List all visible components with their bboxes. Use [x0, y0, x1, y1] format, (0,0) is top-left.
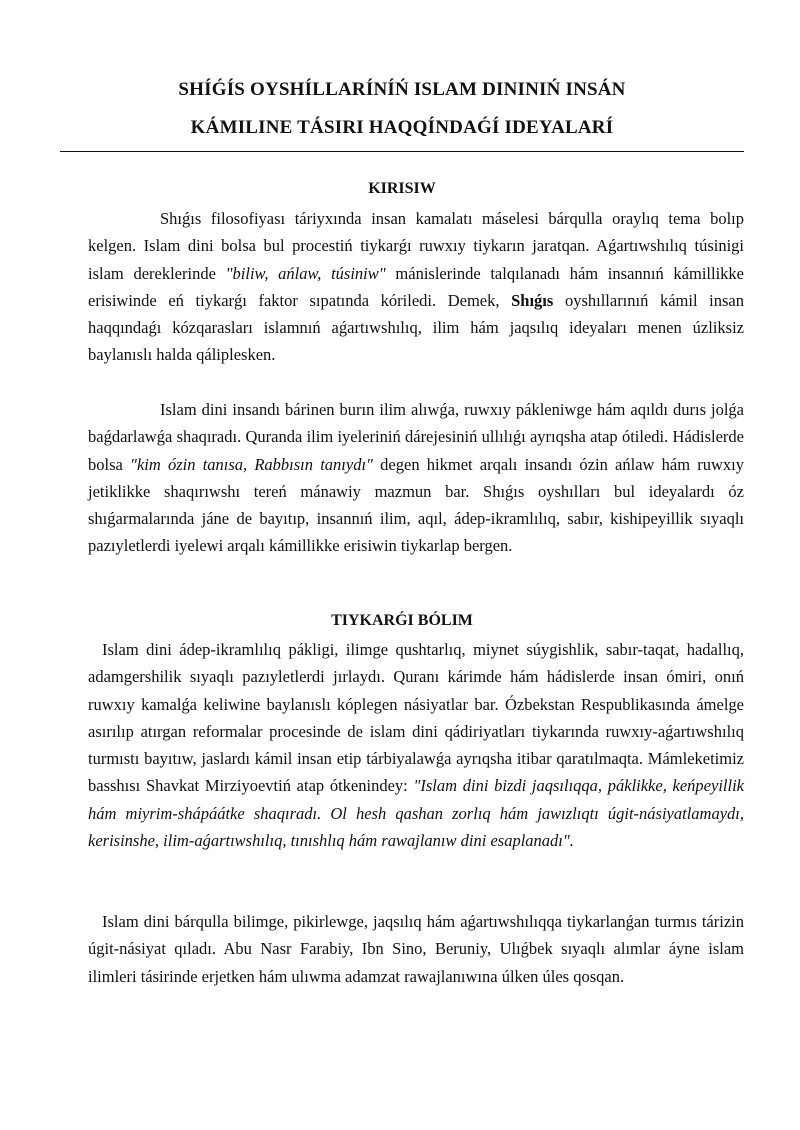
- bold-term: Shıǵıs: [511, 290, 554, 310]
- intro-paragraph-1: [88, 205, 744, 369]
- main-paragraph-1: [88, 636, 744, 854]
- italic-quote: "kim ózin tanısa, Rabbısın tanıydı": [130, 454, 373, 474]
- text-run: degen hikmet arqalı insandı ózin ańlaw hám ruwxıy jetiklikke shaqırıwshı tereń mánawiy mazmun bar. Shıǵıs oyshılları bul ideyalardı óz shıǵarmalarında jáne de bayıtıp, insannıń ilim, aqıl, ádep-ikramlılıq, sabır, kishipeyillik sıyaqlı pazıyletlerdi iyelewi arqalı kámillikke erisiwin tiykarlap bergen.: [88, 454, 744, 556]
- intro-paragraph-2: [88, 396, 744, 560]
- italic-quote: "biliw, ańlaw, túsiniw": [225, 263, 386, 283]
- section-heading-intro: KIRISIW: [368, 180, 436, 197]
- text-run: Islam dini insandı bárinen burın ilim alıwǵa, ruwxıy pákleniwge hám aqıldı durıs jolǵa baǵdarlawǵa shaqıradı. Quranda ilim iyeleriniń dárejesiniń ullılıǵı ayrıqsha atap ótiledi. Hádislerde bolsa: [88, 400, 744, 474]
- text-run: mánislerinde talqılanadı hám insannıń kámillikke erisiwinde eń tiykarǵı faktor sıpatında kóriledi. Demek,: [88, 263, 744, 310]
- text-run: Shıǵıs filosofiyası táriyxında insan kamalatı máselesi bárqulla oraylıq tema bolıp kelgen. Islam dini bolsa bul procestiń tiykarǵı ruwxıy tiykarın jaratqan. Aǵartıwshılıq túsinigi islam dereklerinde: [88, 209, 744, 283]
- title-divider: [60, 151, 744, 152]
- document-title-line-1: SHÍǴÍS OYSHÍLLARÍNÍŃ ISLAM DININIŃ INSÁN: [178, 79, 626, 100]
- section-heading-main: TIYKARǴI BÓLIM: [331, 612, 473, 629]
- italic-quote: "Islam dini bizdi jaqsılıqqa, páklikke, keńpeyillik hám miyrim-shápáátke shaqıradı. Ol hesh qashan zorlıq hám jawızlıqtı úgit-násiyatlamaydı, kerisinshe, ilim-aǵartıwshılıq, tınıshlıq hám rawajlanıw dini esaplanadı".: [88, 776, 744, 851]
- text-run: oyshıllarınıń kámil insan haqqındaǵı kózqarasları islamnıń aǵartıwshılıq, ilim hám jaqsılıq ideyaları menen úzliksiz baylanıslı halda qáliplesken.: [88, 290, 744, 365]
- main-paragraph-2: Islam dini bárqulla bilimge, pikirlewge, jaqsılıq hám aǵartıwshılıqqa tiykarlanǵan turmıs tárizin úgit-násiyat qıladı. Abu Nasr Farabiy, Ibn Sino, Beruniy, Ulıǵbek sıyaqlı alımlar áyne islam ilimleri tásirinde erjetken hám ulıwma adamzat rawajlanıwına úlken úles qosqan.: [88, 912, 744, 986]
- text-run: Islam dini ádep-ikramlılıq pákligi, ilimge qushtarlıq, miynet súygishlik, sabır-taqat, hadallıq, adamgershilik sıyaqlı pazıyletlerdi jırlaydı. Quranı kárimde hám hádislerde insan ómiri, onıń ruwxıy kamalǵa keliwine baylanıslı kóplegen násiyatlar bar. Ózbekstan Respublikasında ámelge asırılıp atırgan reformalar procesinde de islam dini qádiriyatları tiykarında ruwxıy-aǵartıwshılıq turmıstı bayıtıw, jaslardı kámil insan etip tárbiyalawǵa ayrıqsha itibar qaratılmaqta. Mámleketimiz basshısı Shavkat Mirziyoevtiń atap ótkenindey:: [88, 640, 744, 796]
- document-title-line-2: KÁMILINE TÁSIRI HAQQÍNDAǴÍ IDEYALARÍ: [190, 117, 614, 138]
